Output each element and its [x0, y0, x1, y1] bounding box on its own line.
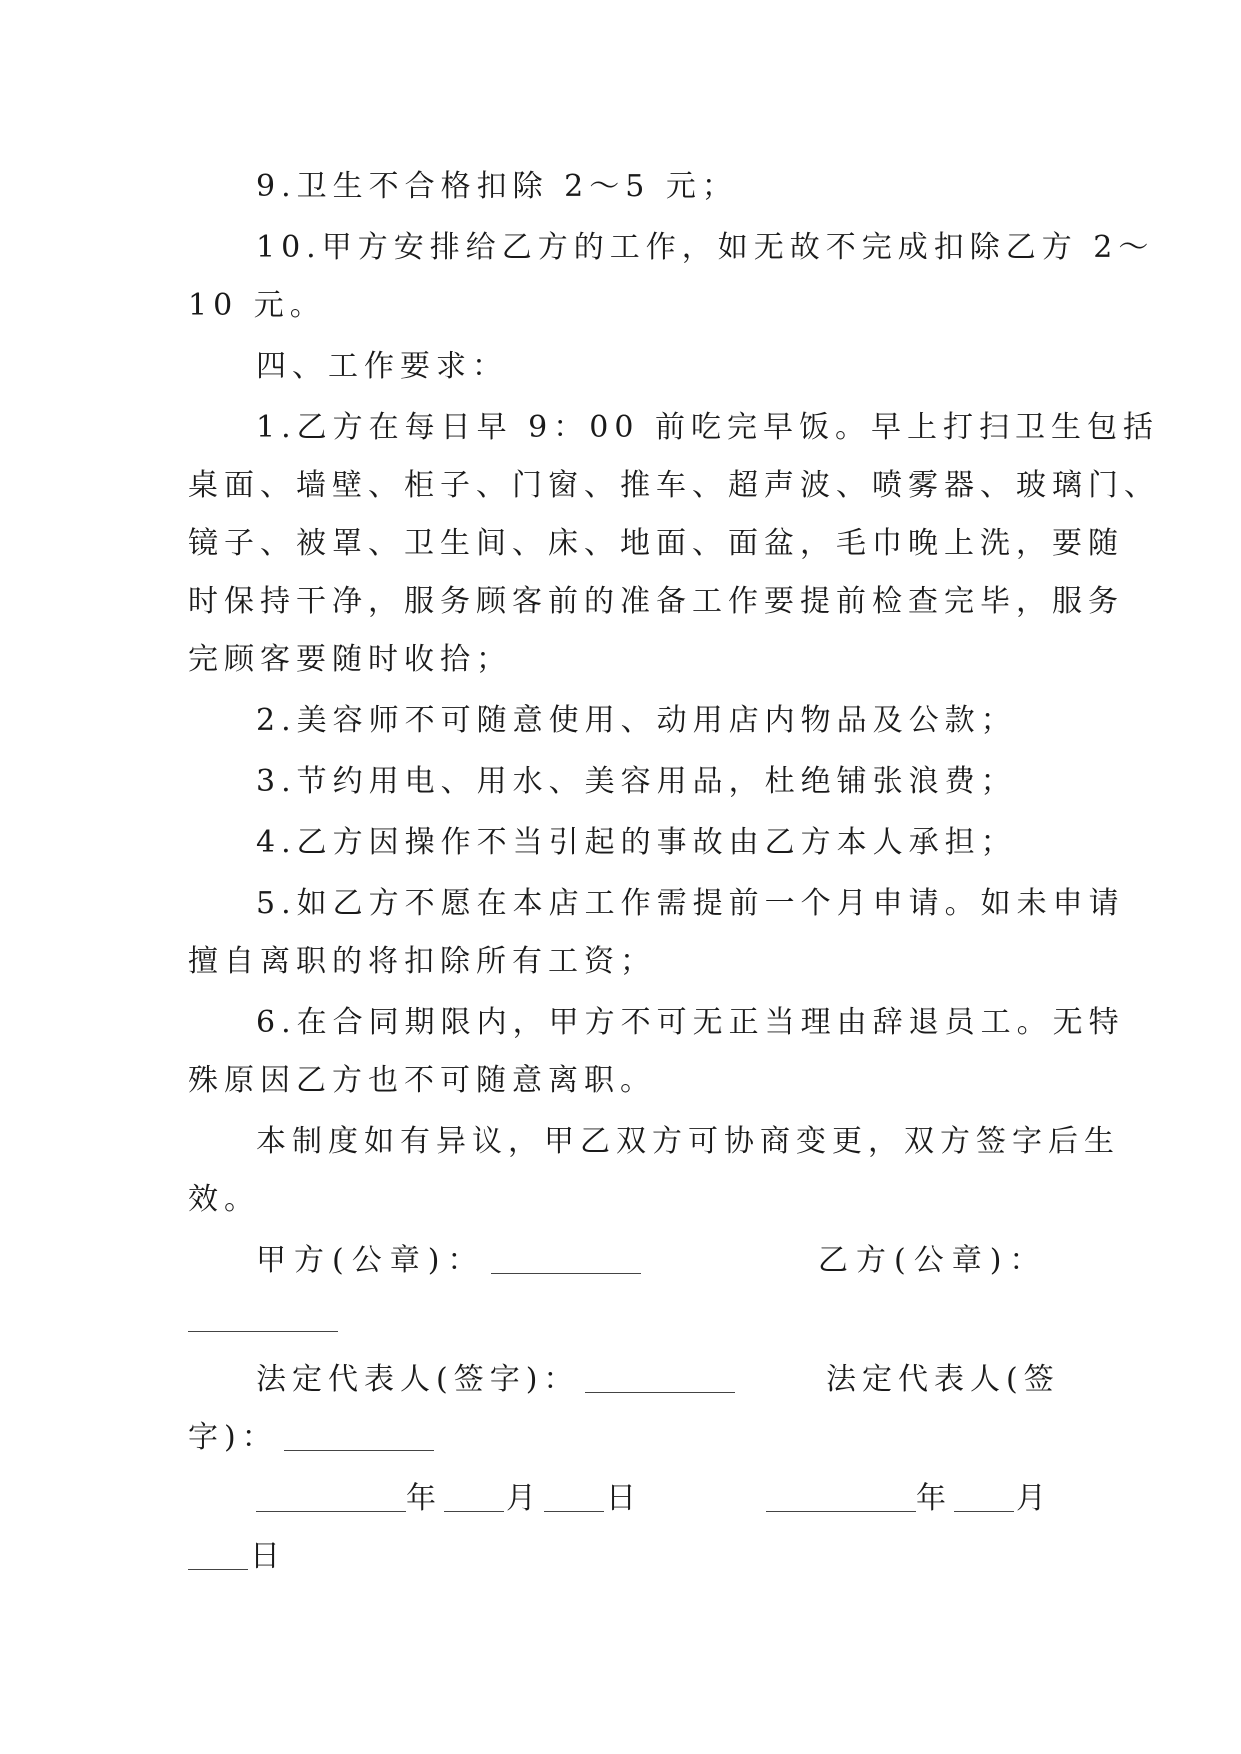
party-a-day-label: 日 [606, 1481, 642, 1516]
requirement-5-cont: 擅自离职的将扣除所有工资； [188, 944, 656, 979]
requirement-1-cont-1: 桌面、墙壁、柜子、门窗、推车、超声波、喷雾器、玻璃门、 [188, 468, 1160, 503]
party-b-rep-cont-label: 字)： [188, 1420, 278, 1455]
party-b-seal-label: 乙方(公章)： [818, 1243, 1048, 1278]
party-b-seal-blank-row [188, 1290, 1056, 1348]
party-b-seal-blank[interactable] [188, 1301, 338, 1332]
requirement-1-cont-3: 时保持干净，服务顾客前的准备工作要提前检查完毕，服务 [188, 584, 1124, 619]
section-heading-work-requirements: 四、工作要求： [256, 349, 508, 384]
requirement-1-cont-4: 完顾客要随时收拾； [188, 642, 512, 677]
party-a-seal-label: 甲方(公章)： [256, 1243, 486, 1278]
party-b-rep-cont [188, 1409, 434, 1467]
requirement-5: 5.如乙方不愿在本店工作需提前一个月申请。如未申请 [256, 886, 1125, 921]
party-a-year-blank[interactable] [256, 1481, 406, 1512]
closing-statement-cont: 效。 [188, 1182, 260, 1217]
party-a-date [256, 1470, 642, 1528]
party-b-month-label: 月 [1016, 1481, 1052, 1516]
requirement-3: 3.节约用电、用水、美容用品，杜绝铺张浪费； [256, 764, 1017, 799]
party-a-month-blank[interactable] [444, 1481, 504, 1512]
clause-9: 9.卫生不合格扣除 2～5 元； [256, 169, 738, 204]
requirement-1: 1.乙方在每日早 9：00 前吃完早饭。早上打扫卫生包括 [256, 410, 1159, 445]
party-a-day-blank[interactable] [544, 1481, 604, 1512]
requirement-6: 6.在合同期限内，甲方不可无正当理由辞退员工。无特 [256, 1005, 1125, 1040]
requirement-6-cont: 殊原因乙方也不可随意离职。 [188, 1063, 656, 1098]
party-a-rep [256, 1351, 735, 1409]
party-b-day-label: 日 [250, 1539, 286, 1574]
date-row [188, 1470, 1056, 1528]
party-a-year-label: 年 [406, 1481, 442, 1516]
party-b-date [766, 1470, 1052, 1528]
requirement-2: 2.美容师不可随意使用、动用店内物品及公款； [256, 703, 1017, 738]
closing-statement: 本制度如有异议，甲乙双方可协商变更，双方签字后生 [256, 1124, 1120, 1159]
party-b-day-blank[interactable] [188, 1539, 248, 1570]
requirement-1-cont-2: 镜子、被罩、卫生间、床、地面、面盆，毛巾晚上洗，要随 [188, 526, 1124, 561]
party-b-year-blank[interactable] [766, 1481, 916, 1512]
rep-row [188, 1351, 1060, 1409]
party-b-day [188, 1528, 286, 1586]
party-b-rep-blank[interactable] [284, 1420, 434, 1451]
party-a-rep-label: 法定代表人(签字)： [256, 1362, 580, 1397]
party-a-seal [256, 1232, 641, 1290]
party-b-seal-blank-wrap [188, 1290, 338, 1348]
clause-10: 10.甲方安排给乙方的工作，如无故不完成扣除乙方 2～ [256, 230, 1155, 265]
party-a-rep-blank[interactable] [585, 1362, 735, 1393]
party-b-rep-label: 法定代表人(签 [826, 1362, 1060, 1397]
party-b-year-label: 年 [916, 1481, 952, 1516]
party-b-day-row [188, 1528, 1056, 1586]
party-b-rep-cont-row [188, 1409, 1056, 1467]
party-a-month-label: 月 [506, 1481, 542, 1516]
party-b-month-blank[interactable] [954, 1481, 1014, 1512]
party-a-seal-blank[interactable] [491, 1243, 641, 1274]
requirement-4: 4.乙方因操作不当引起的事故由乙方本人承担； [256, 825, 1017, 860]
seal-row [188, 1232, 1056, 1290]
clause-10-cont: 10 元。 [188, 288, 326, 323]
document-page [188, 158, 1160, 1586]
